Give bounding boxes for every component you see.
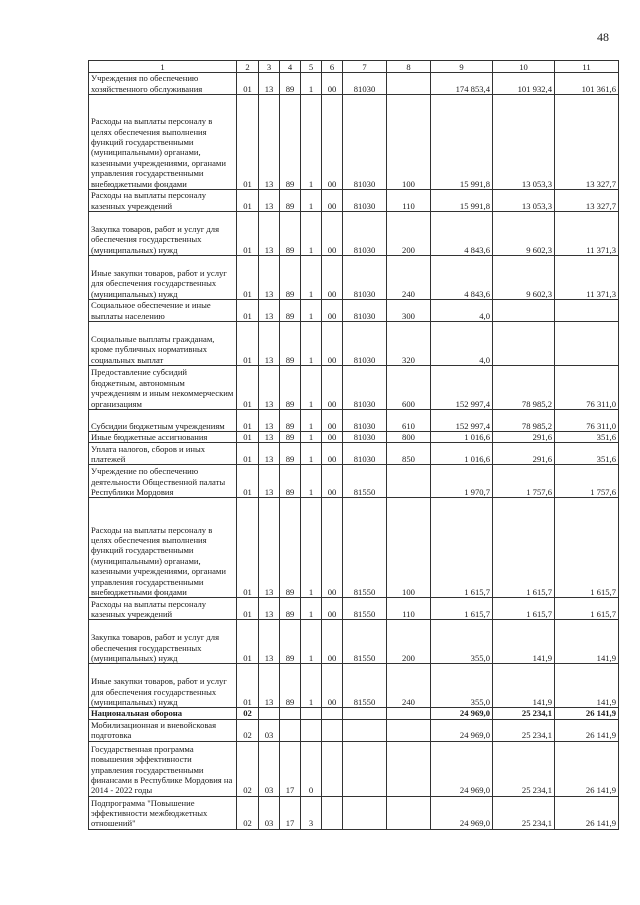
subprogram-code-cell: 1	[301, 498, 322, 598]
row-name-cell: Социальные выплаты гражданам, кроме публичных нормативных социальных выплат	[89, 322, 237, 366]
amount-col9-cell: 4 843,6	[431, 212, 493, 256]
direction-code-cell	[343, 708, 387, 719]
expense-type-cell: 240	[387, 664, 431, 708]
section-code-cell: 01	[237, 300, 259, 322]
program-code-cell: 89	[280, 410, 301, 432]
direction-code-cell: 81030	[343, 256, 387, 300]
column-header: 10	[493, 61, 555, 73]
table-row	[89, 432, 619, 443]
row-name-cell: Субсидии бюджетным учреждениям	[89, 410, 237, 432]
section-code-cell: 01	[237, 366, 259, 410]
subprogram-code-cell: 0	[301, 741, 322, 796]
event-code-cell: 00	[322, 95, 343, 190]
program-code-cell: 89	[280, 212, 301, 256]
amount-col9-cell: 174 853,4	[431, 73, 493, 95]
amount-col9-cell: 355,0	[431, 664, 493, 708]
row-name-cell: Государственная программа повышения эффективности управления государственными финансами в Республике Мордовия на 2014 - 2022 годы	[89, 741, 237, 796]
section-code-cell: 01	[237, 443, 259, 465]
event-code-cell: 00	[322, 73, 343, 95]
expense-type-cell	[387, 708, 431, 719]
direction-code-cell	[343, 741, 387, 796]
row-name-cell: Расходы на выплаты персоналу в целях обеспечения выполнения функций государственными (муниципальными) органами, казенными учреждениями, органами управления государственными внебюджетными фондами	[89, 498, 237, 598]
section-code-cell: 01	[237, 212, 259, 256]
program-code-cell: 17	[280, 741, 301, 796]
event-code-cell: 00	[322, 620, 343, 664]
subprogram-code-cell	[301, 708, 322, 719]
section-code-cell: 01	[237, 95, 259, 190]
table-row	[89, 620, 619, 664]
amount-col9-cell: 1 615,7	[431, 498, 493, 598]
column-header: 11	[555, 61, 619, 73]
event-code-cell	[322, 796, 343, 829]
row-name-cell: Учреждение по обеспечению деятельности Общественной палаты Республики Мордовия	[89, 465, 237, 498]
amount-col9-cell: 24 969,0	[431, 708, 493, 719]
subprogram-code-cell: 1	[301, 256, 322, 300]
section-code-cell: 02	[237, 741, 259, 796]
subsection-code-cell: 03	[259, 719, 280, 741]
subprogram-code-cell: 1	[301, 443, 322, 465]
subsection-code-cell: 13	[259, 443, 280, 465]
table-row	[89, 366, 619, 410]
amount-col10-cell: 291,6	[493, 432, 555, 443]
direction-code-cell: 81550	[343, 498, 387, 598]
subsection-code-cell	[259, 708, 280, 719]
amount-col9-cell: 152 997,4	[431, 410, 493, 432]
amount-col11-cell: 13 327,7	[555, 190, 619, 212]
row-name-cell: Иные бюджетные ассигнования	[89, 432, 237, 443]
event-code-cell: 00	[322, 432, 343, 443]
program-code-cell: 17	[280, 796, 301, 829]
direction-code-cell: 81550	[343, 465, 387, 498]
column-header: 5	[301, 61, 322, 73]
amount-col11-cell: 13 327,7	[555, 95, 619, 190]
expense-type-cell	[387, 73, 431, 95]
amount-col9-cell: 1 970,7	[431, 465, 493, 498]
expense-type-cell: 610	[387, 410, 431, 432]
subprogram-code-cell: 1	[301, 322, 322, 366]
amount-col10-cell: 78 985,2	[493, 366, 555, 410]
expense-type-cell: 300	[387, 300, 431, 322]
subsection-code-cell: 03	[259, 796, 280, 829]
section-code-cell: 01	[237, 322, 259, 366]
section-code-cell: 01	[237, 256, 259, 300]
amount-col11-cell: 26 141,9	[555, 796, 619, 829]
amount-col9-cell: 1 016,6	[431, 432, 493, 443]
amount-col11-cell: 1 757,6	[555, 465, 619, 498]
program-code-cell: 89	[280, 73, 301, 95]
row-name-cell: Национальная оборона	[89, 708, 237, 719]
column-header: 3	[259, 61, 280, 73]
amount-col11-cell: 26 141,9	[555, 708, 619, 719]
expense-type-cell	[387, 741, 431, 796]
subsection-code-cell: 13	[259, 498, 280, 598]
amount-col11-cell: 1 615,7	[555, 598, 619, 620]
section-code-cell: 01	[237, 73, 259, 95]
amount-col10-cell: 141,9	[493, 664, 555, 708]
table-row	[89, 465, 619, 498]
amount-col11-cell	[555, 300, 619, 322]
program-code-cell: 89	[280, 366, 301, 410]
event-code-cell: 00	[322, 300, 343, 322]
direction-code-cell: 81030	[343, 322, 387, 366]
program-code-cell: 89	[280, 95, 301, 190]
subsection-code-cell: 13	[259, 73, 280, 95]
row-name-cell: Расходы на выплаты персоналу казенных учреждений	[89, 598, 237, 620]
expense-type-cell: 240	[387, 256, 431, 300]
expense-type-cell	[387, 719, 431, 741]
event-code-cell: 00	[322, 212, 343, 256]
table-row	[89, 322, 619, 366]
table-row	[89, 300, 619, 322]
program-code-cell: 89	[280, 322, 301, 366]
amount-col11-cell: 141,9	[555, 664, 619, 708]
amount-col10-cell: 291,6	[493, 443, 555, 465]
amount-col11-cell: 11 371,3	[555, 212, 619, 256]
subsection-code-cell: 13	[259, 598, 280, 620]
row-name-cell: Мобилизационная и вневойсковая подготовка	[89, 719, 237, 741]
section-code-cell: 02	[237, 708, 259, 719]
table-row	[89, 95, 619, 190]
subprogram-code-cell	[301, 719, 322, 741]
expense-type-cell	[387, 796, 431, 829]
expense-type-cell: 110	[387, 598, 431, 620]
direction-code-cell: 81030	[343, 300, 387, 322]
table-row	[89, 410, 619, 432]
event-code-cell: 00	[322, 256, 343, 300]
expense-type-cell: 850	[387, 443, 431, 465]
column-header: 6	[322, 61, 343, 73]
event-code-cell: 00	[322, 465, 343, 498]
section-code-cell: 01	[237, 465, 259, 498]
subprogram-code-cell: 1	[301, 620, 322, 664]
subsection-code-cell: 03	[259, 741, 280, 796]
subsection-code-cell: 13	[259, 190, 280, 212]
program-code-cell: 89	[280, 598, 301, 620]
subsection-code-cell: 13	[259, 300, 280, 322]
budget-table	[88, 60, 619, 830]
table-row	[89, 796, 619, 829]
table-row	[89, 212, 619, 256]
subprogram-code-cell: 1	[301, 664, 322, 708]
amount-col10-cell: 13 053,3	[493, 95, 555, 190]
subsection-code-cell: 13	[259, 465, 280, 498]
program-code-cell: 89	[280, 190, 301, 212]
amount-col11-cell: 26 141,9	[555, 741, 619, 796]
amount-col9-cell: 24 969,0	[431, 719, 493, 741]
event-code-cell: 00	[322, 410, 343, 432]
direction-code-cell: 81550	[343, 620, 387, 664]
program-code-cell: 89	[280, 443, 301, 465]
subprogram-code-cell: 1	[301, 432, 322, 443]
table-row	[89, 741, 619, 796]
subsection-code-cell: 13	[259, 432, 280, 443]
amount-col11-cell: 141,9	[555, 620, 619, 664]
subsection-code-cell: 13	[259, 366, 280, 410]
subprogram-code-cell: 1	[301, 366, 322, 410]
direction-code-cell: 81550	[343, 598, 387, 620]
row-name-cell: Уплата налогов, сборов и иных платежей	[89, 443, 237, 465]
column-header: 9	[431, 61, 493, 73]
direction-code-cell	[343, 719, 387, 741]
amount-col11-cell: 351,6	[555, 443, 619, 465]
amount-col10-cell: 25 234,1	[493, 708, 555, 719]
section-code-cell: 01	[237, 598, 259, 620]
direction-code-cell: 81550	[343, 664, 387, 708]
event-code-cell: 00	[322, 598, 343, 620]
amount-col9-cell: 24 969,0	[431, 741, 493, 796]
amount-col10-cell: 25 234,1	[493, 719, 555, 741]
program-code-cell: 89	[280, 432, 301, 443]
direction-code-cell: 81030	[343, 366, 387, 410]
row-name-cell: Подпрограмма "Повышение эффективности межбюджетных отношений"	[89, 796, 237, 829]
amount-col10-cell	[493, 300, 555, 322]
amount-col11-cell: 26 141,9	[555, 719, 619, 741]
amount-col9-cell: 1 016,6	[431, 443, 493, 465]
section-code-cell: 01	[237, 498, 259, 598]
expense-type-cell: 800	[387, 432, 431, 443]
subprogram-code-cell: 1	[301, 465, 322, 498]
amount-col9-cell: 4,0	[431, 322, 493, 366]
event-code-cell	[322, 708, 343, 719]
amount-col11-cell: 351,6	[555, 432, 619, 443]
subprogram-code-cell: 1	[301, 73, 322, 95]
row-name-cell: Учреждения по обеспечению хозяйственного обслуживания	[89, 73, 237, 95]
row-name-cell: Закупка товаров, работ и услуг для обеспечения государственных (муниципальных) нужд	[89, 620, 237, 664]
amount-col10-cell: 1 615,7	[493, 598, 555, 620]
direction-code-cell: 81030	[343, 190, 387, 212]
expense-type-cell: 200	[387, 620, 431, 664]
subsection-code-cell: 13	[259, 664, 280, 708]
subsection-code-cell: 13	[259, 620, 280, 664]
section-code-cell: 01	[237, 664, 259, 708]
expense-type-cell: 200	[387, 212, 431, 256]
event-code-cell: 00	[322, 190, 343, 212]
direction-code-cell: 81030	[343, 432, 387, 443]
amount-col11-cell: 101 361,6	[555, 73, 619, 95]
amount-col10-cell: 25 234,1	[493, 796, 555, 829]
amount-col10-cell: 9 602,3	[493, 212, 555, 256]
row-name-cell: Предоставление субсидий бюджетным, автономным учреждениям и иным некоммерческим организациям	[89, 366, 237, 410]
amount-col9-cell: 15 991,8	[431, 190, 493, 212]
program-code-cell: 89	[280, 498, 301, 598]
column-header: 4	[280, 61, 301, 73]
event-code-cell	[322, 719, 343, 741]
amount-col9-cell: 24 969,0	[431, 796, 493, 829]
program-code-cell	[280, 708, 301, 719]
table-body	[89, 73, 619, 830]
direction-code-cell	[343, 796, 387, 829]
amount-col9-cell: 4 843,6	[431, 256, 493, 300]
subprogram-code-cell: 1	[301, 95, 322, 190]
subprogram-code-cell: 1	[301, 212, 322, 256]
subsection-code-cell: 13	[259, 212, 280, 256]
amount-col10-cell	[493, 322, 555, 366]
expense-type-cell: 600	[387, 366, 431, 410]
expense-type-cell: 320	[387, 322, 431, 366]
subsection-code-cell: 13	[259, 410, 280, 432]
section-code-cell: 02	[237, 796, 259, 829]
program-code-cell: 89	[280, 620, 301, 664]
amount-col9-cell: 1 615,7	[431, 598, 493, 620]
amount-col11-cell: 76 311,0	[555, 410, 619, 432]
table-header-row	[89, 61, 619, 73]
row-name-cell: Социальное обеспечение и иные выплаты населению	[89, 300, 237, 322]
section-code-cell: 01	[237, 432, 259, 443]
amount-col10-cell: 25 234,1	[493, 741, 555, 796]
event-code-cell: 00	[322, 366, 343, 410]
table-row	[89, 598, 619, 620]
subsection-code-cell: 13	[259, 256, 280, 300]
subprogram-code-cell: 1	[301, 300, 322, 322]
amount-col10-cell: 141,9	[493, 620, 555, 664]
amount-col9-cell: 355,0	[431, 620, 493, 664]
expense-type-cell: 100	[387, 498, 431, 598]
amount-col10-cell: 9 602,3	[493, 256, 555, 300]
amount-col11-cell	[555, 322, 619, 366]
row-name-cell: Расходы на выплаты персоналу казенных учреждений	[89, 190, 237, 212]
column-header: 1	[89, 61, 237, 73]
section-code-cell: 01	[237, 620, 259, 664]
program-code-cell: 89	[280, 664, 301, 708]
expense-type-cell: 110	[387, 190, 431, 212]
section-code-cell: 01	[237, 410, 259, 432]
row-name-cell: Закупка товаров, работ и услуг для обеспечения государственных (муниципальных) нужд	[89, 212, 237, 256]
section-code-cell: 02	[237, 719, 259, 741]
table-row	[89, 664, 619, 708]
row-name-cell: Иные закупки товаров, работ и услуг для обеспечения государственных (муниципальных) нужд	[89, 664, 237, 708]
direction-code-cell: 81030	[343, 410, 387, 432]
subprogram-code-cell: 1	[301, 410, 322, 432]
table-row	[89, 443, 619, 465]
amount-col9-cell: 15 991,8	[431, 95, 493, 190]
event-code-cell	[322, 741, 343, 796]
table-row	[89, 498, 619, 598]
column-header: 7	[343, 61, 387, 73]
event-code-cell: 00	[322, 498, 343, 598]
amount-col11-cell: 76 311,0	[555, 366, 619, 410]
table-row	[89, 708, 619, 719]
expense-type-cell: 100	[387, 95, 431, 190]
program-code-cell: 89	[280, 300, 301, 322]
direction-code-cell: 81030	[343, 443, 387, 465]
amount-col9-cell: 4,0	[431, 300, 493, 322]
amount-col11-cell: 1 615,7	[555, 498, 619, 598]
amount-col10-cell: 13 053,3	[493, 190, 555, 212]
direction-code-cell: 81030	[343, 212, 387, 256]
program-code-cell: 89	[280, 256, 301, 300]
event-code-cell: 00	[322, 664, 343, 708]
row-name-cell: Расходы на выплаты персоналу в целях обеспечения выполнения функций государственными (муниципальными) органами, казенными учреждениями, органами управления государственными внебюджетными фондами	[89, 95, 237, 190]
program-code-cell	[280, 719, 301, 741]
expense-type-cell	[387, 465, 431, 498]
column-header: 8	[387, 61, 431, 73]
amount-col10-cell: 1 757,6	[493, 465, 555, 498]
program-code-cell: 89	[280, 465, 301, 498]
page-number: 48	[597, 30, 609, 44]
event-code-cell: 00	[322, 443, 343, 465]
table-row	[89, 256, 619, 300]
section-code-cell: 01	[237, 190, 259, 212]
amount-col9-cell: 152 997,4	[431, 366, 493, 410]
direction-code-cell: 81030	[343, 73, 387, 95]
event-code-cell: 00	[322, 322, 343, 366]
subprogram-code-cell: 3	[301, 796, 322, 829]
row-name-cell: Иные закупки товаров, работ и услуг для обеспечения государственных (муниципальных) нужд	[89, 256, 237, 300]
amount-col10-cell: 1 615,7	[493, 498, 555, 598]
table-row	[89, 719, 619, 741]
amount-col11-cell: 11 371,3	[555, 256, 619, 300]
subprogram-code-cell: 1	[301, 598, 322, 620]
column-header: 2	[237, 61, 259, 73]
amount-col10-cell: 101 932,4	[493, 73, 555, 95]
table-row	[89, 190, 619, 212]
direction-code-cell: 81030	[343, 95, 387, 190]
amount-col10-cell: 78 985,2	[493, 410, 555, 432]
subprogram-code-cell: 1	[301, 190, 322, 212]
subsection-code-cell: 13	[259, 95, 280, 190]
table-row	[89, 73, 619, 95]
subsection-code-cell: 13	[259, 322, 280, 366]
